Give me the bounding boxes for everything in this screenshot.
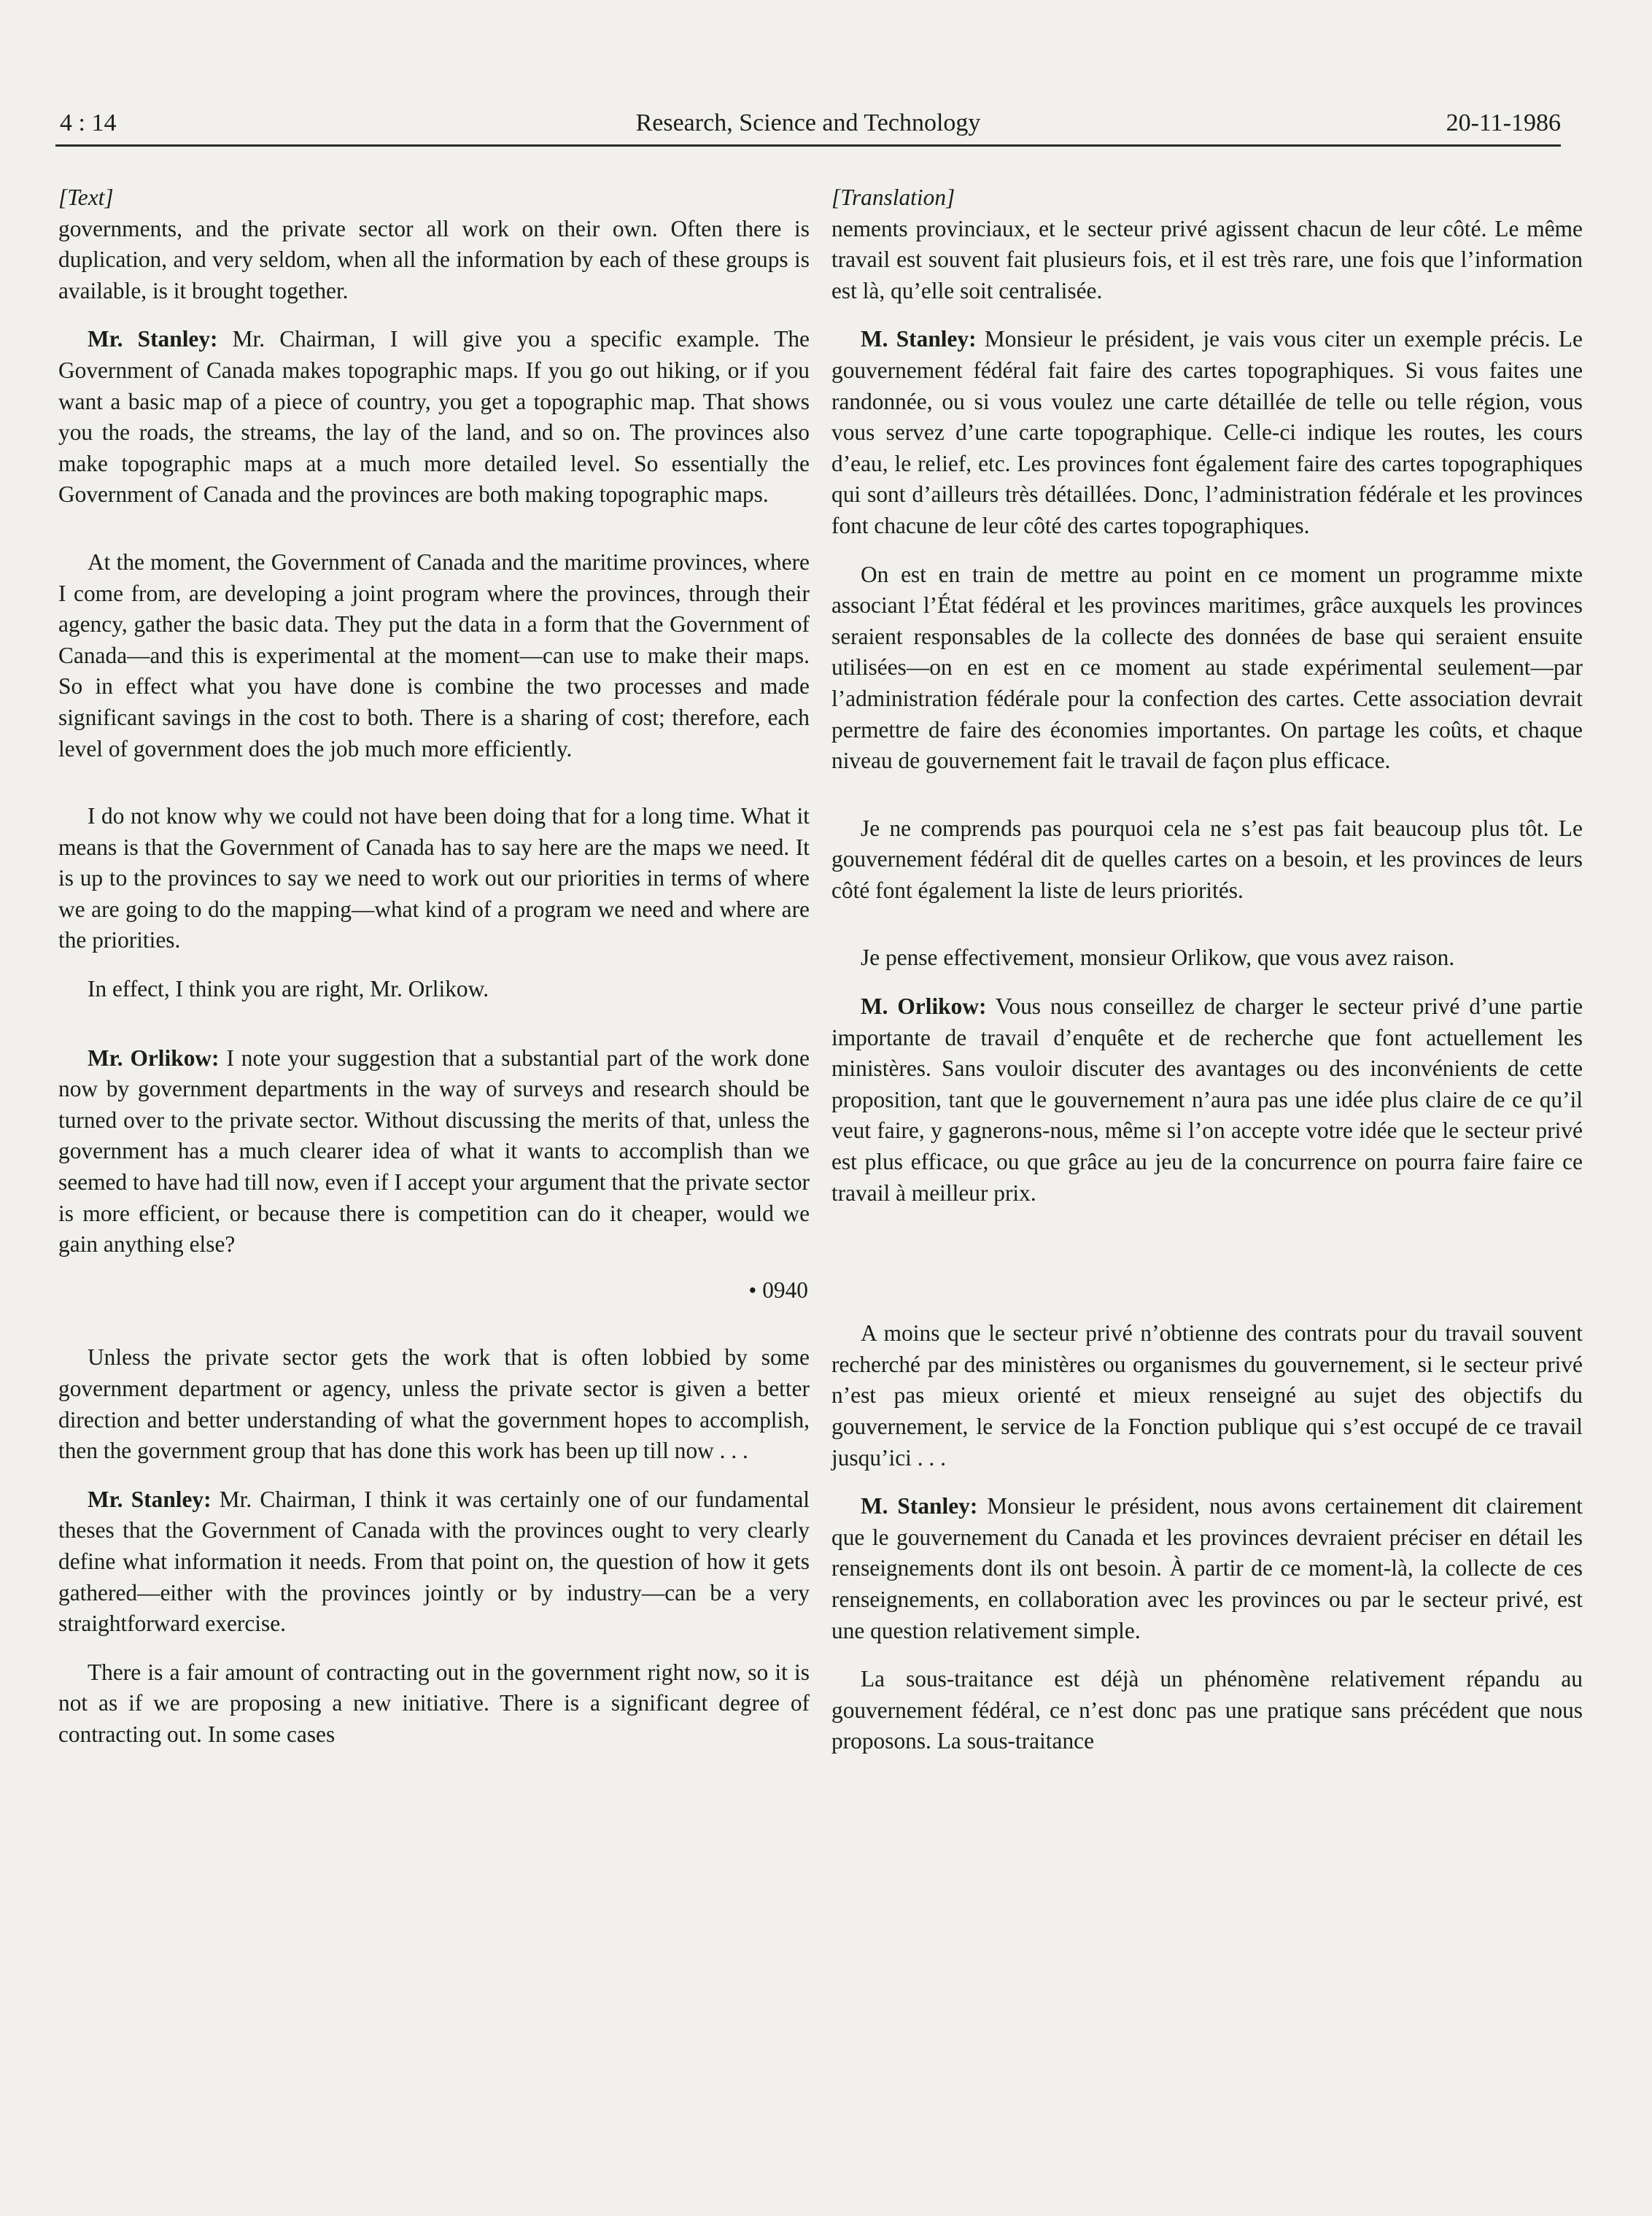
- paragraph: At the moment, the Government of Canada and the maritime provinces, where I come from, are developing a joint program where the provinces, through their agency, gather the basic data. They put the data in a form that the Government of Canada—and this is experimental at the moment—can use to make their maps. So in effect what you have done is combine the two processes and made significant savings in the cost to both. There is a sharing of cost; therefore, each level of government does the job much more efficiently.: [58, 549, 810, 762]
- speaker-name: M. Orlikow:: [861, 993, 987, 1020]
- paragraph: [831, 991, 1583, 1209]
- speaker-name: M. Stanley:: [861, 326, 977, 352]
- paragraph: On est en train de mettre au point en ce moment un programme mixte associant l’État fédéral et les provinces maritimes, grâce auxquels les provinces seraient responsables de la collecte des données de base qui seraient ensuite utilisées—on en est en ce moment au stade expérimental seulement—par l’administration fédérale pour la confection des cartes. Cette association devrait permettre de faire des économies importantes. On partage les coûts, et chaque niveau de gouvernement fait le travail de façon plus efficace.: [831, 561, 1583, 774]
- paragraph: [58, 1043, 810, 1260]
- speech-text: Mr. Chairman, I will give you a specific example. The Government of Canada makes topographic maps. If you go out hiking, or if you want a basic map of a piece of country, you get a topographic map. That shows you the roads, the streams, the lay of the land, and so on. The provinces also make topographic maps at a much more detailed level. So essentially the Government of Canada and the provinces are both making topographic maps.: [58, 326, 810, 508]
- english-column: [58, 182, 810, 1751]
- column-label: [Text]: [58, 185, 114, 210]
- timecode: • 0940: [748, 1276, 808, 1303]
- paragraph: nements provinciaux, et le secteur privé agissent chacun de leur côté. Le même travail est souvent fait plusieurs fois, et il est très rare, une fois que l’information est là, qu’elle soit centralisée.: [831, 215, 1583, 303]
- paragraph: [58, 1484, 810, 1640]
- speech-text: Monsieur le président, je vais vous citer un exemple précis. Le gouvernement fédéral fait faire des cartes topographiques. Si vous faites une randonnée, ou si vous voulez une carte détaillée de telle ou telle région, vous vous servez d’une carte topographique. Celle-ci indique les routes, les cours d’eau, le relief, etc. Les provinces font également faire des cartes topographiques qui sont d’ailleurs très détaillées. Donc, l’administration fédérale et les provinces font chacune de leur côté des cartes topographiques.: [831, 326, 1583, 538]
- paragraph: In effect, I think you are right, Mr. Orlikow.: [88, 976, 489, 1002]
- paragraph: There is a fair amount of contracting out in the government right now, so it is not as if we are proposing a new initiative. There is a significant degree of contracting out. In some cases: [58, 1659, 810, 1747]
- speaker-name: Mr. Stanley:: [88, 1486, 212, 1512]
- paragraph: governments, and the private sector all work on their own. Often there is duplication, and very seldom, when all the information by each of these groups is available, is it brought together.: [58, 215, 810, 303]
- paragraph: A moins que le secteur privé n’obtienne des contrats pour du travail souvent recherché par des ministères ou organismes du gouvernement, si le secteur privé n’est pas mieux orienté et mieux renseigné au sujet des objectifs du gouvernement, le service de la Fonction publique qui s’est occupé de ce travail jusqu’ici . . .: [831, 1320, 1583, 1471]
- speech-text: Mr. Chairman, I think it was certainly one of our fundamental theses that the Government of Canada with the provinces ought to very clearly define what information it needs. From that point on, the question of how it gets gathered—either with the provinces jointly or by industry—can be a very straightforward exercise.: [58, 1486, 810, 1637]
- french-column: [831, 182, 1583, 1757]
- speech-text: Vous nous conseillez de charger le secteur privé d’une partie importante de travail d’enquête et de recherche que font actuellement les ministères. Sans vouloir discuter des avantages ou des inconvénients de cette proposition, tant que le gouvernement n’aura pas une idée plus claire de ce qu’il veut faire, y gagnerons-nous, même si l’on accepte votre idée que le secteur privé est plus efficace, ou que grâce au jeu de la concurrence on pourra faire faire ce travail à meilleur prix.: [831, 993, 1583, 1206]
- column-label: [Translation]: [831, 185, 955, 210]
- page-date: 20-11-1986: [1446, 109, 1561, 136]
- speech-text: I note your suggestion that a substantial part of the work done now by government departments in the way of surveys and research should be turned over to the private sector. Without discussing the merits of that, unless the government has a much clearer idea of what it wants to accomplish than we seemed to have had till now, even if I accept your argument that the private sector is more efficient, or because there is competition can do it cheaper, would we gain anything else?: [58, 1045, 810, 1258]
- running-title: Research, Science and Technology: [635, 109, 981, 136]
- paragraph: Je ne comprends pas pourquoi cela ne s’est pas fait beaucoup plus tôt. Le gouvernement fédéral dit de quelles cartes on a besoin, et les provinces de leurs côté font également la liste de leurs priorités.: [831, 815, 1583, 903]
- page-number: 4 : 14: [60, 109, 117, 136]
- paragraph: [831, 324, 1583, 541]
- paragraph: La sous-traitance est déjà un phénomène relativement répandu au gouvernement fédéral, ce n’est donc pas une pratique sans précédent que nous proposons. La sous-traitance: [831, 1666, 1583, 1754]
- speaker-name: Mr. Orlikow:: [88, 1045, 220, 1071]
- speaker-name: M. Stanley:: [861, 1493, 978, 1519]
- paragraph: Unless the private sector gets the work that is often lobbied by some government department or agency, unless the private sector is given a better direction and better understanding of what the government hopes to accomplish, then the government group that has done this work has been up till now . . .: [58, 1344, 810, 1464]
- paragraph: [831, 1491, 1583, 1646]
- paragraph: Je pense effectivement, monsieur Orlikow, que vous avez raison.: [861, 945, 1455, 971]
- paragraph: I do not know why we could not have been doing that for a long time. What it means is that the Government of Canada has to say here are the maps we need. It is up to the provinces to say we need to work out our priorities in terms of where we are going to do the mapping—what kind of a program we need and where are the priorities.: [58, 803, 810, 953]
- page-header: [55, 106, 1561, 147]
- speaker-name: Mr. Stanley:: [88, 326, 218, 352]
- paragraph: [58, 324, 810, 511]
- speech-text: Monsieur le président, nous avons certainement dit clairement que le gouvernement du Canada et les provinces devraient préciser en détail les renseignements dont ils ont besoin. À partir de ce moment-là, la collecte de ces renseignements, en collaboration avec les provinces ou par le secteur privé, est une question relativement simple.: [831, 1493, 1583, 1643]
